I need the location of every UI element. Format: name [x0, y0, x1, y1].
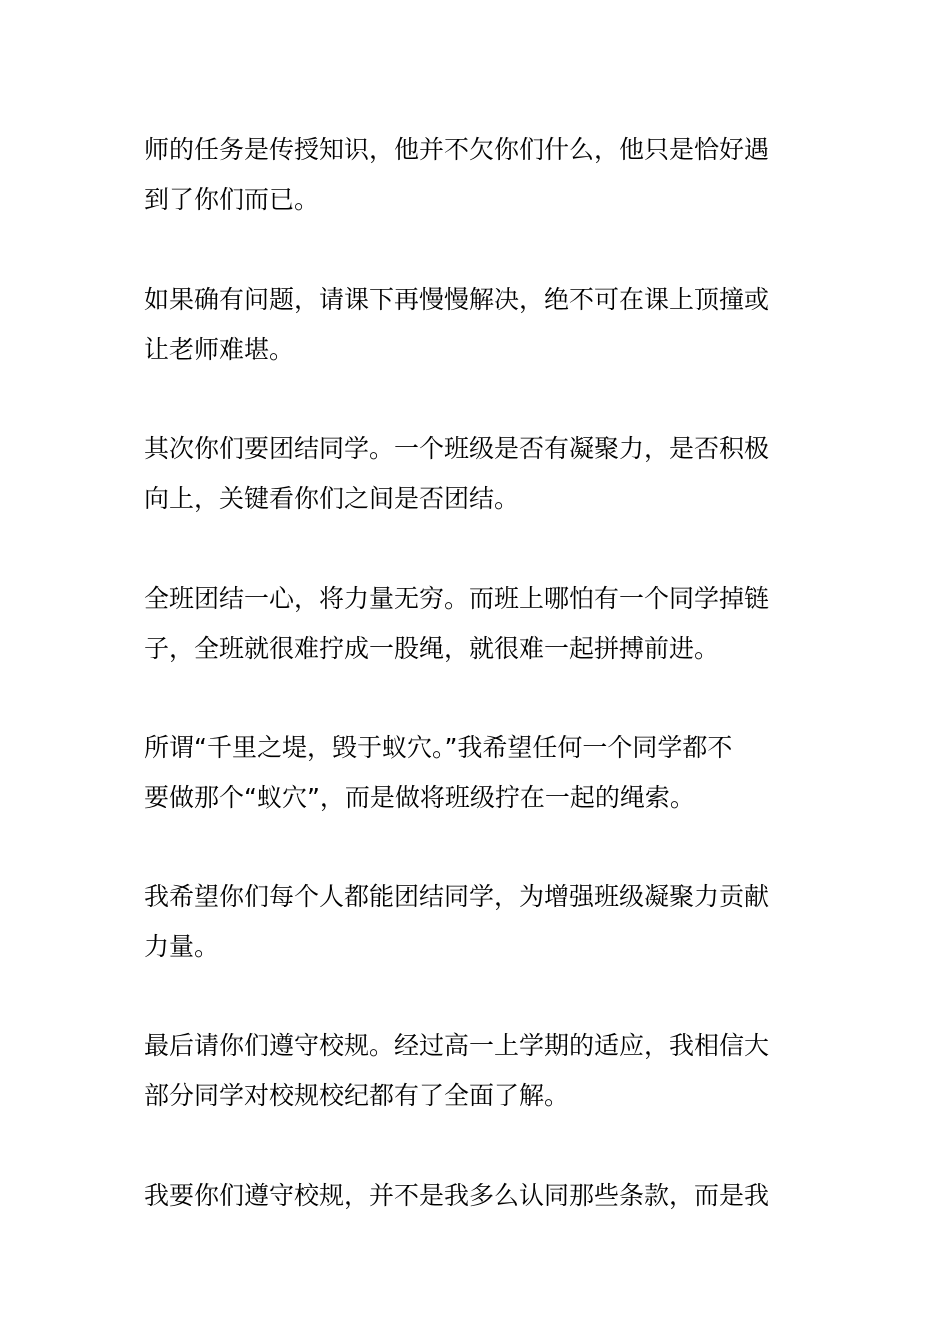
paragraph-2: [144, 275, 814, 375]
paragraph-line: 让老师难堪。: [144, 335, 295, 364]
paragraph-line: 部分同学对校规校纪都有了全面了解。: [144, 1081, 570, 1110]
paragraph-line: 如果确有问题，请课下再慢慢解决，绝不可在课上顶撞或: [144, 285, 770, 314]
paragraph-line: 子，全班就很难拧成一股绳，就很难一起拼搏前进。: [144, 634, 720, 663]
paragraph-5: [144, 723, 814, 823]
paragraph-line: 到了你们而已。: [144, 185, 320, 214]
paragraph-line: 我要你们遵守校规，并不是我多么认同那些条款，而是我: [144, 1181, 770, 1210]
paragraph-6: [144, 872, 814, 972]
paragraph-line: 要做那个“蚁穴”，而是做将班级拧在一起的绳索。: [144, 783, 695, 812]
paragraph-line: 力量。: [144, 932, 220, 961]
paragraph-7: [144, 1021, 814, 1121]
paragraph-1: [144, 125, 814, 225]
paragraph-line: 向上，关键看你们之间是否团结。: [144, 484, 520, 513]
paragraph-8: [144, 1171, 814, 1221]
paragraph-line: 所谓“千里之堤，毁于蚁穴。”我希望任何一个同学都不: [144, 733, 733, 762]
paragraph-line: 其次你们要团结同学。一个班级是否有凝聚力，是否积极: [144, 434, 770, 463]
paragraph-line: 我希望你们每个人都能团结同学，为增强班级凝聚力贡献: [144, 882, 770, 911]
paragraph-3: [144, 424, 814, 524]
paragraph-line: 全班团结一心，将力量无穷。而班上哪怕有一个同学掉链: [144, 584, 770, 613]
paragraph-line: 师的任务是传授知识，他并不欠你们什么，他只是恰好遇: [144, 135, 770, 164]
paragraph-line: 最后请你们遵守校规。经过高一上学期的适应，我相信大: [144, 1031, 770, 1060]
paragraph-4: [144, 574, 814, 674]
